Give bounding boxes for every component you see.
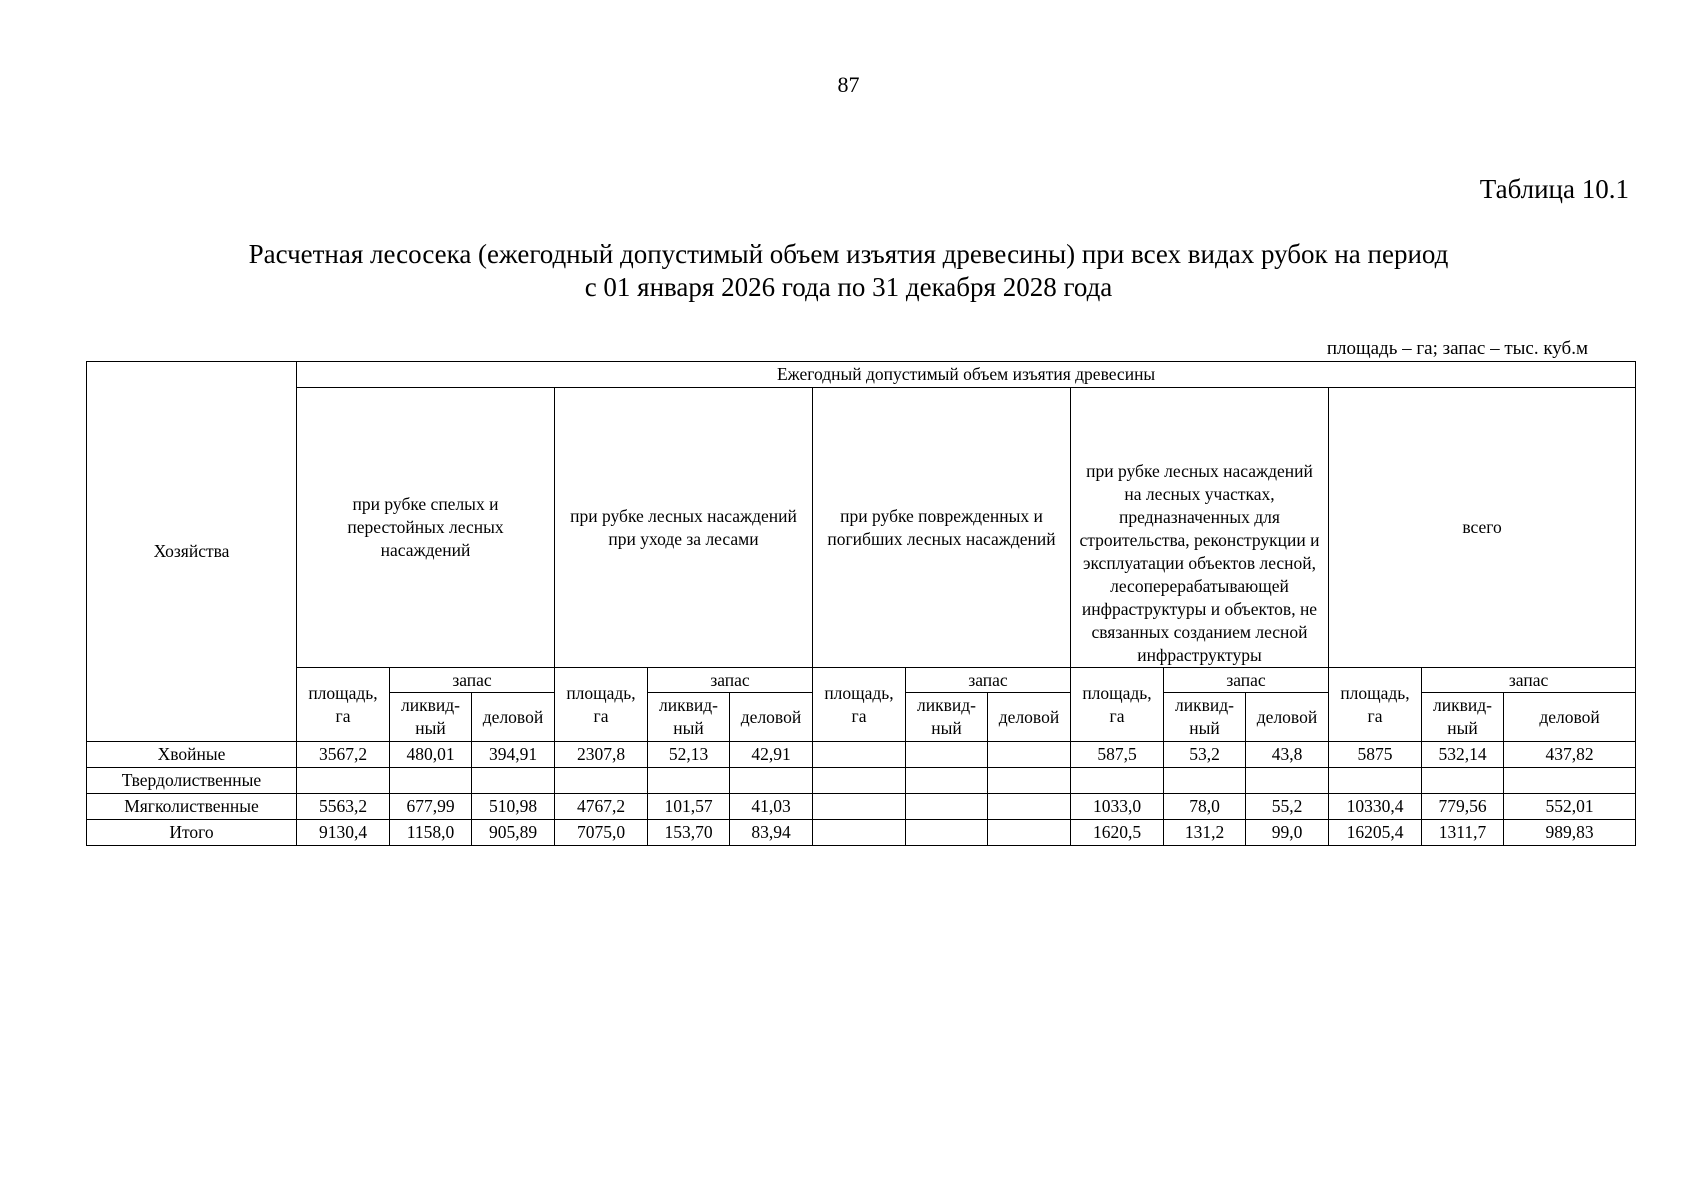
header-liquid: ликвид-ный — [1164, 693, 1246, 742]
header-area: площадь, га — [555, 668, 648, 742]
header-group-thinning: при рубке лесных насаждений при уходе за лесами — [555, 388, 813, 668]
table-cell: 3567,2 — [297, 742, 390, 768]
table-cell — [472, 768, 555, 794]
table-cell: 510,98 — [472, 794, 555, 820]
table-cell — [648, 768, 730, 794]
table-cell — [988, 820, 1071, 846]
table-cell — [813, 794, 906, 820]
table-cell: 394,91 — [472, 742, 555, 768]
table-cell — [813, 768, 906, 794]
header-liquid: ликвид-ный — [648, 693, 730, 742]
header-area: площадь, га — [1071, 668, 1164, 742]
header-area: площадь, га — [813, 668, 906, 742]
table-row — [87, 820, 1636, 846]
header-group-damaged: при рубке поврежденных и погибших лесных насаждений — [813, 388, 1071, 668]
table-cell — [1422, 768, 1504, 794]
header-stock: запас — [648, 668, 813, 693]
table-cell: 1620,5 — [1071, 820, 1164, 846]
header-stock: запас — [390, 668, 555, 693]
row-name: Итого — [87, 820, 297, 846]
table-cell: 43,8 — [1246, 742, 1329, 768]
header-commercial: деловой — [1504, 693, 1636, 742]
table-cell — [730, 768, 813, 794]
table-cell: 779,56 — [1422, 794, 1504, 820]
table-cell: 5875 — [1329, 742, 1422, 768]
header-commercial: деловой — [472, 693, 555, 742]
header-commercial: деловой — [1246, 693, 1329, 742]
table-cell: 905,89 — [472, 820, 555, 846]
row-name: Хвойные — [87, 742, 297, 768]
header-group-construction: при рубке лесных насаждений на лесных участках, предназначенных для строительства, реконструкции и эксплуатации объектов лесной, лесоперерабатывающей инфраструктуры и объектов, не связанных созданием лесной инфраструктуры — [1071, 388, 1329, 668]
table-cell: 83,94 — [730, 820, 813, 846]
row-name: Твердолиственные — [87, 768, 297, 794]
table-cell: 2307,8 — [555, 742, 648, 768]
table-cell — [906, 794, 988, 820]
table-cell — [813, 820, 906, 846]
units-note: площадь – га; запас – тыс. куб.м — [1326, 338, 1588, 359]
table-cell — [555, 768, 648, 794]
table-cell: 7075,0 — [555, 820, 648, 846]
table-cell — [906, 768, 988, 794]
table-cell: 480,01 — [390, 742, 472, 768]
table-cell — [906, 820, 988, 846]
table-cell — [988, 794, 1071, 820]
table-cell: 437,82 — [1504, 742, 1636, 768]
table-cell: 9130,4 — [297, 820, 390, 846]
table-cell: 52,13 — [648, 742, 730, 768]
table-cell — [1071, 768, 1164, 794]
header-stock: запас — [1164, 668, 1329, 693]
header-area: площадь, га — [1329, 668, 1422, 742]
table-body — [87, 742, 1636, 846]
table-cell — [1329, 768, 1422, 794]
page-number: 87 — [837, 72, 860, 97]
table-cell — [1504, 768, 1636, 794]
header-commercial: деловой — [988, 693, 1071, 742]
table-row — [87, 794, 1636, 820]
table-cell: 78,0 — [1164, 794, 1246, 820]
table-cell: 131,2 — [1164, 820, 1246, 846]
table-cell: 16205,4 — [1329, 820, 1422, 846]
allowable-cut-table — [86, 361, 1636, 846]
table-cell — [988, 768, 1071, 794]
table-cell: 552,01 — [1504, 794, 1636, 820]
table-cell: 55,2 — [1246, 794, 1329, 820]
table-cell: 10330,4 — [1329, 794, 1422, 820]
header-commercial: деловой — [730, 693, 813, 742]
document-title — [0, 238, 1697, 304]
table-cell: 42,91 — [730, 742, 813, 768]
table-cell — [1164, 768, 1246, 794]
table-cell — [813, 742, 906, 768]
table-label: Таблица 10.1 — [1479, 174, 1629, 204]
table-cell — [297, 768, 390, 794]
table-cell — [1246, 768, 1329, 794]
table-cell: 4767,2 — [555, 794, 648, 820]
table-cell: 677,99 — [390, 794, 472, 820]
table-cell: 101,57 — [648, 794, 730, 820]
title-line-2: с 01 января 2026 года по 31 декабря 2028 года — [584, 272, 1113, 302]
table-row — [87, 768, 1636, 794]
table-cell: 99,0 — [1246, 820, 1329, 846]
table-cell — [906, 742, 988, 768]
header-liquid: ликвид-ный — [906, 693, 988, 742]
header-annual-volume: Ежегодный допустимый объем изъятия древесины — [297, 362, 1636, 388]
header-farms: Хозяйства — [87, 362, 297, 742]
table-cell — [390, 768, 472, 794]
header-group-total: всего — [1329, 388, 1636, 668]
table-cell: 532,14 — [1422, 742, 1504, 768]
table-cell: 41,03 — [730, 794, 813, 820]
header-liquid: ликвид-ный — [390, 693, 472, 742]
header-area: площадь, га — [297, 668, 390, 742]
title-line-1: Расчетная лесосека (ежегодный допустимый объем изъятия древесины) при всех видах рубок на период — [248, 239, 1449, 269]
header-group-mature: при рубке спелых и перестойных лесных насаждений — [297, 388, 555, 668]
header-stock: запас — [1422, 668, 1636, 693]
table-cell: 1033,0 — [1071, 794, 1164, 820]
table-cell: 53,2 — [1164, 742, 1246, 768]
row-name: Мягколиственные — [87, 794, 297, 820]
table-cell: 989,83 — [1504, 820, 1636, 846]
table-cell: 587,5 — [1071, 742, 1164, 768]
header-liquid: ликвид-ный — [1422, 693, 1504, 742]
table-cell: 5563,2 — [297, 794, 390, 820]
table-cell: 1158,0 — [390, 820, 472, 846]
table-cell: 1311,7 — [1422, 820, 1504, 846]
table-cell: 153,70 — [648, 820, 730, 846]
table-cell — [988, 742, 1071, 768]
table-row — [87, 742, 1636, 768]
header-stock: запас — [906, 668, 1071, 693]
